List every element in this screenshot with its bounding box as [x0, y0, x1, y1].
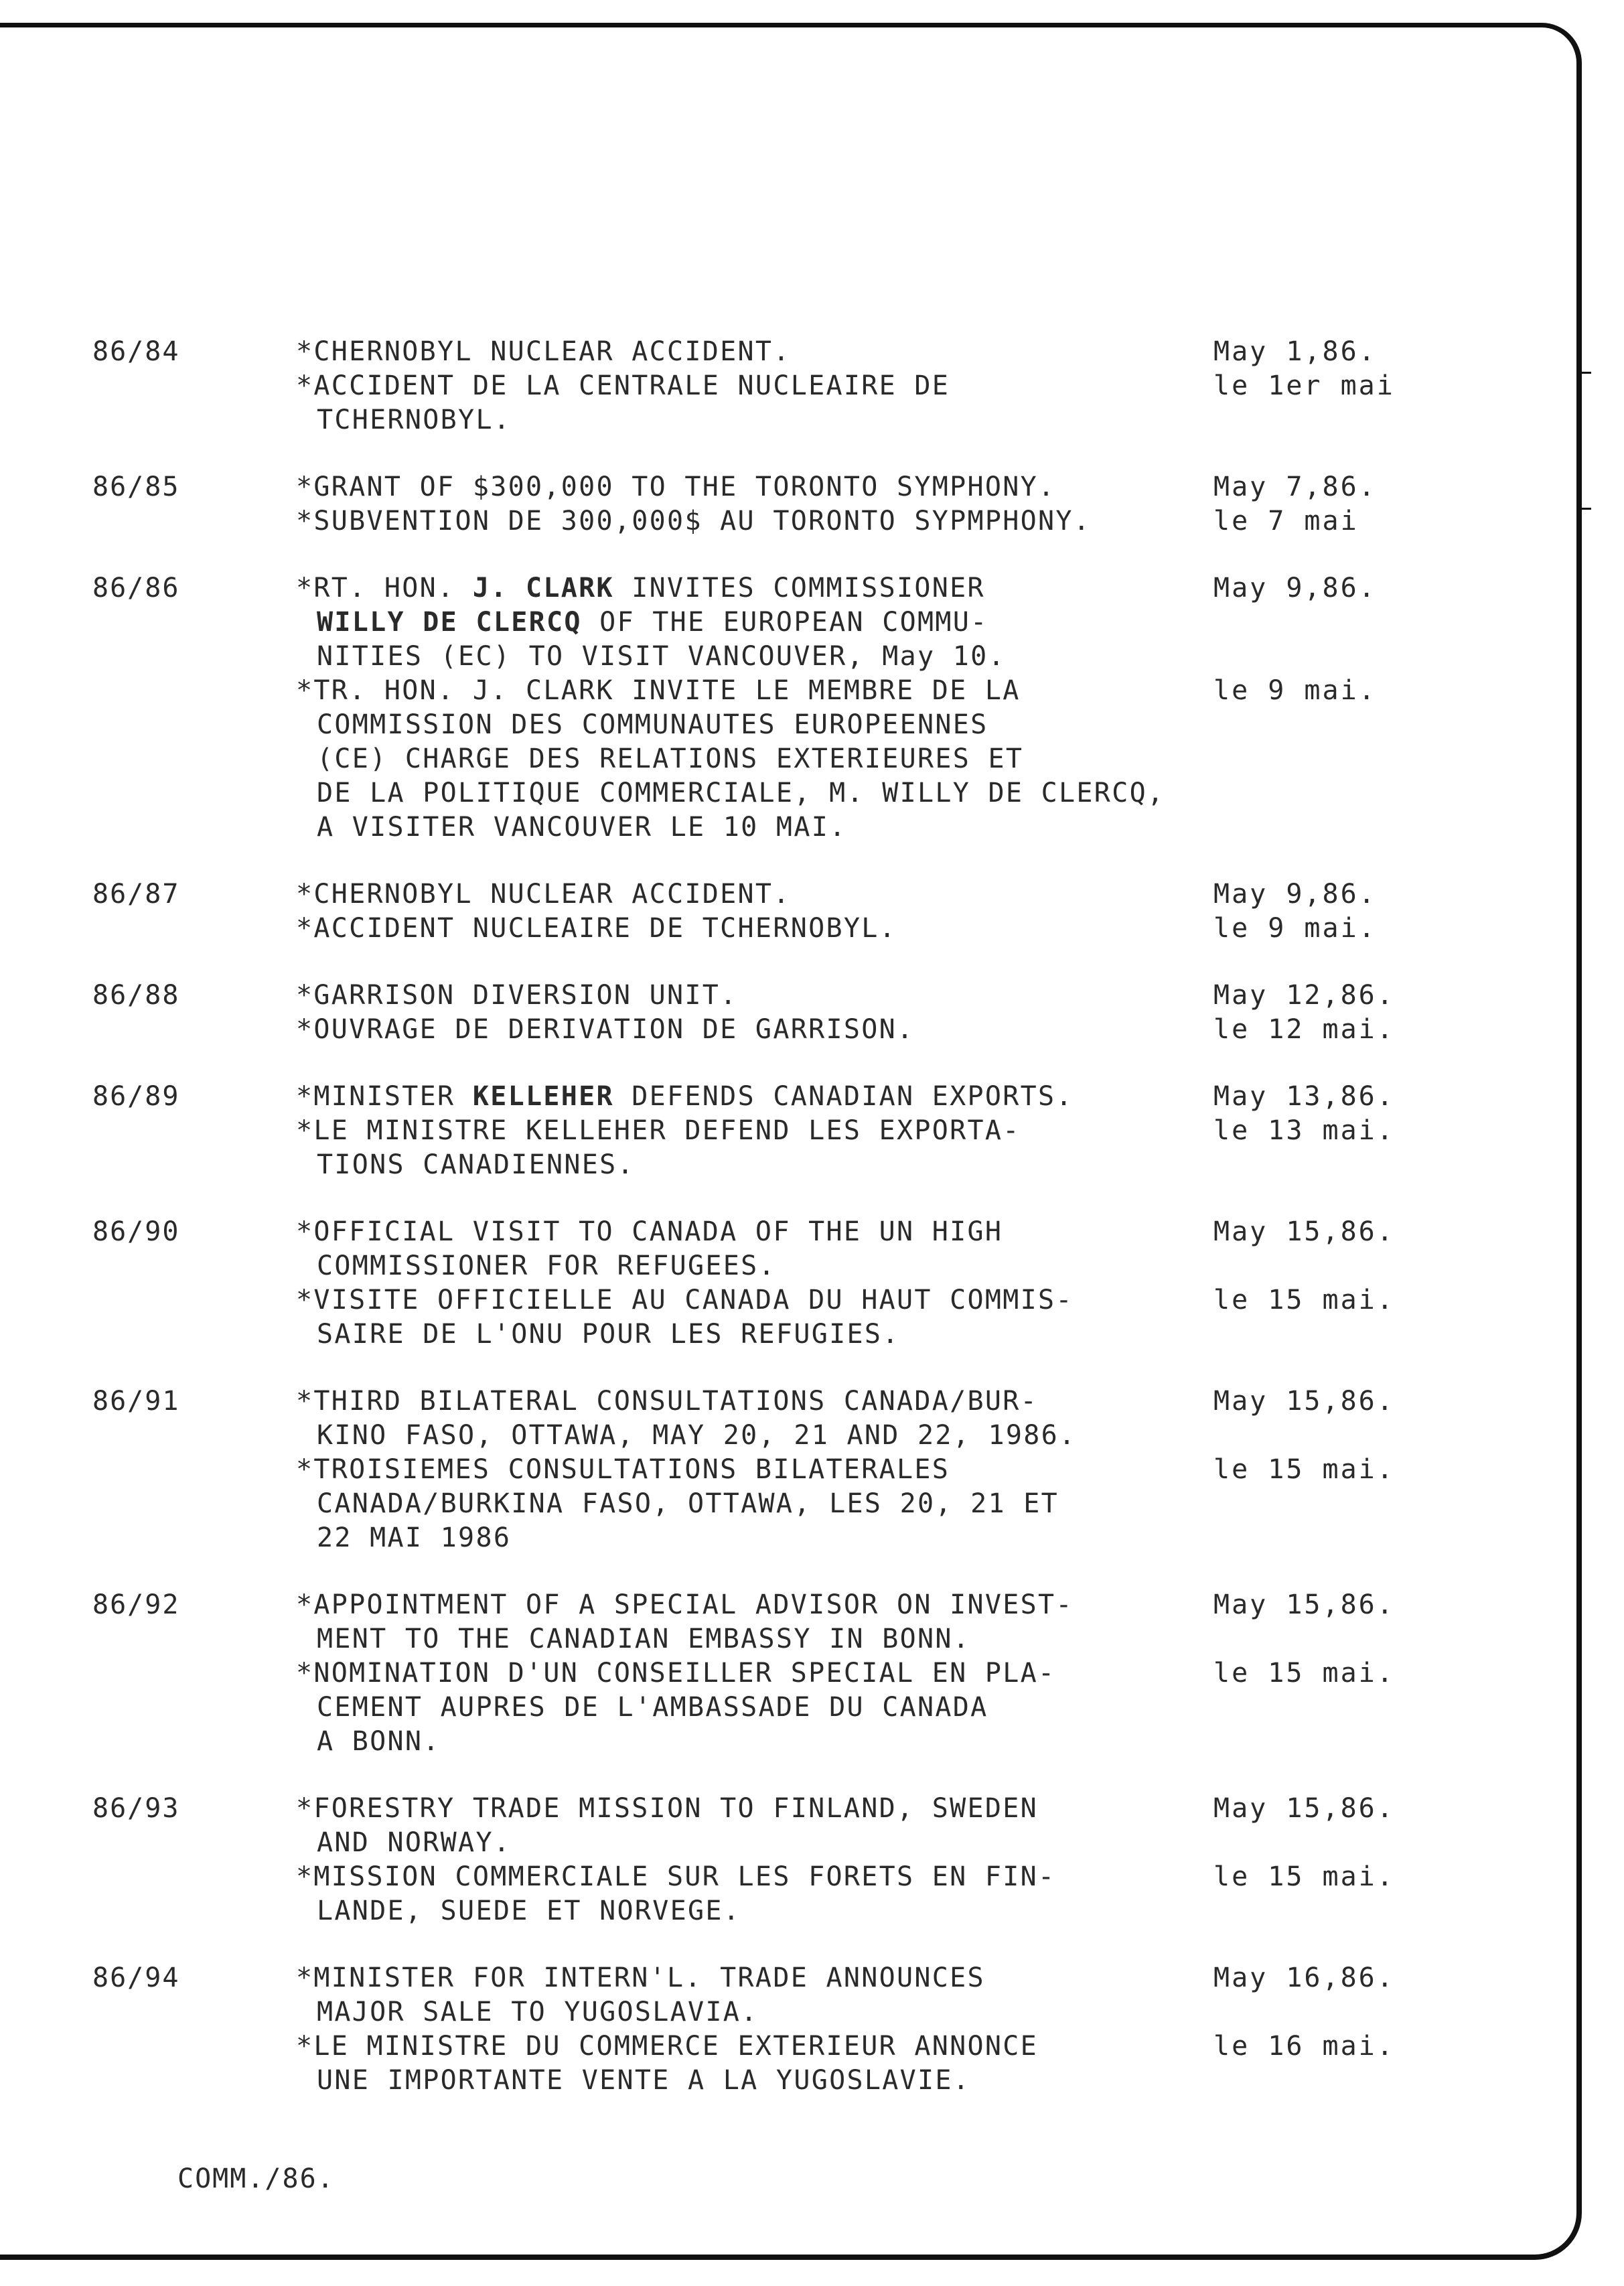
release-date-en: May 15,86.: [1213, 1589, 1395, 1620]
release-number: 86/88: [92, 980, 180, 1011]
title-text: [296, 470, 1055, 504]
release-number: 86/86: [92, 573, 180, 603]
title-text: [296, 979, 738, 1013]
release-number: 86/93: [92, 1793, 180, 1824]
title-text: [317, 1691, 988, 1725]
release-entry: [0, 1080, 1624, 1182]
french-title-block: [0, 1114, 1624, 1182]
release-entry: [0, 1215, 1624, 1352]
title-line: [0, 1961, 1624, 1995]
text-run: MAJOR SALE TO YUGOSLAVIA.: [317, 1997, 759, 2027]
bold-name: KELLEHER: [472, 1081, 614, 1112]
title-text: [317, 640, 1006, 674]
title-line: [0, 708, 1624, 742]
title-text: [317, 1317, 900, 1352]
text-run: *THIRD BILATERAL CONSULTATIONS CANADA/BUR-: [296, 1386, 1039, 1417]
release-date-en: May 1,86.: [1213, 336, 1377, 367]
text-run: TCHERNOBYL.: [317, 405, 512, 435]
title-line: [0, 810, 1624, 845]
title-text: [317, 1894, 741, 1928]
release-date-fr: le 13 mai.: [1213, 1115, 1395, 1146]
release-date-en: May 9,86.: [1213, 573, 1377, 603]
english-title-block: [0, 1080, 1624, 1114]
release-date-fr: le 7 mai: [1213, 506, 1359, 537]
title-text: [317, 1419, 1076, 1453]
bold-name: J. CLARK: [472, 573, 614, 603]
title-line: [0, 776, 1624, 810]
title-line: [0, 504, 1624, 539]
title-text: [296, 2029, 1038, 2064]
title-line: [0, 1656, 1624, 1691]
english-title-block: [0, 571, 1624, 674]
title-line: [0, 1588, 1624, 1622]
title-line: [0, 1148, 1624, 1182]
title-line: [0, 1792, 1624, 1826]
english-title-block: [0, 1215, 1624, 1283]
title-line: [0, 369, 1624, 403]
release-number: 86/89: [92, 1081, 180, 1112]
title-line: [0, 1419, 1624, 1453]
text-run: *MINISTER: [296, 1081, 473, 1112]
release-date-fr: le 12 mai.: [1213, 1014, 1395, 1045]
title-line: [0, 1622, 1624, 1656]
release-date-en: May 15,86.: [1213, 1793, 1395, 1824]
release-date-fr: le 9 mai.: [1213, 675, 1377, 706]
title-text: [296, 369, 950, 403]
text-run: COMMISSION DES COMMUNAUTES EUROPEENNES: [317, 709, 988, 740]
title-line: [0, 571, 1624, 605]
release-number: 86/84: [92, 336, 180, 367]
title-line: [0, 1013, 1624, 1047]
title-line: [0, 1521, 1624, 1555]
title-text: [317, 708, 988, 742]
title-text: [296, 1961, 985, 1995]
release-entry: [0, 1792, 1624, 1928]
title-text: [317, 1622, 970, 1656]
text-run: CANADA/BURKINA FASO, OTTAWA, LES 20, 21 ET: [317, 1488, 1059, 1519]
title-line: [0, 605, 1624, 640]
title-line: [0, 335, 1624, 369]
release-date-en: May 15,86.: [1213, 1386, 1395, 1417]
text-run: *SUBVENTION DE 300,000$ AU TORONTO SYPMPHONY.: [296, 506, 1092, 537]
title-line: [0, 2064, 1624, 2098]
text-run: KINO FASO, OTTAWA, MAY 20, 21 AND 22, 1986.: [317, 1420, 1077, 1451]
title-line: [0, 1725, 1624, 1759]
text-run: *OUVRAGE DE DERIVATION DE GARRISON.: [296, 1014, 915, 1045]
release-date-fr: le 9 mai.: [1213, 913, 1377, 944]
release-date-fr: le 15 mai.: [1213, 1861, 1395, 1892]
text-run: UNE IMPORTANTE VENTE A LA YUGOSLAVIE.: [317, 2065, 971, 2096]
release-entry: [0, 335, 1624, 437]
text-run: *LE MINISTRE DU COMMERCE EXTERIEUR ANNONCE: [296, 2031, 1039, 2062]
release-entry: [0, 1961, 1624, 2098]
title-text: [317, 1148, 635, 1182]
english-title-block: [0, 335, 1624, 369]
title-line: [0, 1215, 1624, 1249]
french-title-block: [0, 1453, 1624, 1555]
title-line: [0, 1317, 1624, 1352]
title-text: [296, 674, 1021, 708]
title-text: [296, 1283, 1074, 1317]
french-title-block: [0, 1860, 1624, 1928]
title-line: [0, 1080, 1624, 1114]
title-line: [0, 1860, 1624, 1894]
release-date-en: May 12,86.: [1213, 980, 1395, 1011]
text-run: INVITES COMMISSIONER: [613, 573, 985, 603]
title-text: [317, 1521, 511, 1555]
title-text: [317, 2064, 970, 2098]
text-run: DEFENDS CANADIAN EXPORTS.: [613, 1081, 1074, 1112]
title-text: [296, 335, 791, 369]
release-entry: [0, 470, 1624, 539]
title-text: [296, 1013, 914, 1047]
title-text: [296, 1215, 1003, 1249]
text-run: *LE MINISTRE KELLEHER DEFEND LES EXPORTA-: [296, 1115, 1021, 1146]
text-run: (CE) CHARGE DES RELATIONS EXTERIEURES ET: [317, 743, 1024, 774]
title-text: [296, 1384, 1038, 1419]
french-title-block: [0, 674, 1624, 845]
text-run: 22 MAI 1986: [317, 1522, 512, 1553]
title-line: [0, 1283, 1624, 1317]
text-run: *TROISIEMES CONSULTATIONS BILATERALES: [296, 1454, 950, 1485]
text-run: *MISSION COMMERCIALE SUR LES FORETS EN FIN-: [296, 1861, 1056, 1892]
release-number: 86/92: [92, 1589, 180, 1620]
release-date-en: May 16,86.: [1213, 1962, 1395, 1993]
release-date-fr: le 15 mai.: [1213, 1285, 1395, 1315]
english-title-block: [0, 1588, 1624, 1656]
text-run: AND NORWAY.: [317, 1827, 512, 1858]
text-run: *OFFICIAL VISIT TO CANADA OF THE UN HIGH: [296, 1216, 1003, 1247]
title-line: [0, 912, 1624, 946]
text-run: NITIES (EC) TO VISIT VANCOUVER, May 10.: [317, 641, 1006, 672]
text-run: SAIRE DE L'ONU POUR LES REFUGIES.: [317, 1319, 900, 1350]
release-entry: [0, 979, 1624, 1047]
french-title-block: [0, 912, 1624, 946]
french-title-block: [0, 1656, 1624, 1759]
title-line: [0, 1691, 1624, 1725]
title-text: [317, 742, 1023, 776]
text-run: *NOMINATION D'UN CONSEILLER SPECIAL EN PLA-: [296, 1658, 1056, 1689]
text-run: CEMENT AUPRES DE L'AMBASSADE DU CANADA: [317, 1692, 988, 1723]
english-title-block: [0, 979, 1624, 1013]
title-text: [317, 403, 511, 437]
text-run: OF THE EUROPEAN COMMU-: [581, 607, 988, 638]
title-line: [0, 403, 1624, 437]
text-run: *APPOINTMENT OF A SPECIAL ADVISOR ON INVEST-: [296, 1589, 1074, 1620]
text-run: *ACCIDENT NUCLEAIRE DE TCHERNOBYL.: [296, 913, 897, 944]
text-run: *CHERNOBYL NUCLEAR ACCIDENT.: [296, 336, 791, 367]
french-title-block: [0, 2029, 1624, 2098]
release-number: 86/94: [92, 1962, 180, 1993]
title-line: [0, 979, 1624, 1013]
title-line: [0, 1894, 1624, 1928]
text-run: MENT TO THE CANADIAN EMBASSY IN BONN.: [317, 1624, 971, 1654]
title-text: [296, 1080, 1074, 1114]
text-run: *TR. HON. J. CLARK INVITE LE MEMBRE DE LA: [296, 675, 1021, 706]
french-title-block: [0, 1013, 1624, 1047]
text-run: A BONN.: [317, 1726, 441, 1757]
english-title-block: [0, 1384, 1624, 1453]
text-run: *GRANT OF $300,000 TO THE TORONTO SYMPHONY.: [296, 472, 1056, 502]
title-line: [0, 2029, 1624, 2064]
title-text: [317, 1249, 776, 1283]
text-run: *CHERNOBYL NUCLEAR ACCIDENT.: [296, 879, 791, 910]
title-text: [296, 1860, 1055, 1894]
release-number: 86/91: [92, 1386, 180, 1417]
english-title-block: [0, 1792, 1624, 1860]
title-text: [317, 1487, 1059, 1521]
title-line: [0, 1384, 1624, 1419]
release-date-fr: le 15 mai.: [1213, 1454, 1395, 1485]
title-text: [296, 1588, 1074, 1622]
title-text: [317, 605, 988, 640]
text-run: *ACCIDENT DE LA CENTRALE NUCLEAIRE DE: [296, 370, 950, 401]
release-date-en: May 13,86.: [1213, 1081, 1395, 1112]
release-number: 86/85: [92, 472, 180, 502]
title-line: [0, 1487, 1624, 1521]
french-title-block: [0, 504, 1624, 539]
title-text: [296, 1453, 950, 1487]
title-line: [0, 742, 1624, 776]
text-run: *GARRISON DIVERSION UNIT.: [296, 980, 738, 1011]
english-title-block: [0, 877, 1624, 912]
french-title-block: [0, 1283, 1624, 1352]
title-text: [296, 1792, 1038, 1826]
release-entry: [0, 1384, 1624, 1555]
title-text: [296, 1114, 1021, 1148]
title-line: [0, 1249, 1624, 1283]
text-run: *RT. HON.: [296, 573, 473, 603]
title-text: [317, 1995, 759, 2029]
release-entry: [0, 571, 1624, 845]
title-text: [296, 571, 985, 605]
title-text: [296, 1656, 1055, 1691]
release-list: [0, 335, 1624, 2131]
release-entry: [0, 1588, 1624, 1759]
text-run: *VISITE OFFICIELLE AU CANADA DU HAUT COMMIS-: [296, 1285, 1074, 1315]
release-number: 86/87: [92, 879, 180, 910]
release-date-fr: le 1er mai: [1213, 370, 1395, 401]
release-date-en: May 7,86.: [1213, 472, 1377, 502]
title-line: [0, 1453, 1624, 1487]
title-line: [0, 470, 1624, 504]
release-entry: [0, 877, 1624, 946]
title-text: [317, 1725, 441, 1759]
french-title-block: [0, 369, 1624, 437]
footer-code: COMM./86.: [177, 2163, 335, 2194]
title-text: [296, 912, 897, 946]
title-text: [317, 810, 846, 845]
title-line: [0, 640, 1624, 674]
release-number: 86/90: [92, 1216, 180, 1247]
release-date-en: May 9,86.: [1213, 879, 1377, 910]
text-run: *MINISTER FOR INTERN'L. TRADE ANNOUNCES: [296, 1962, 985, 1993]
text-run: DE LA POLITIQUE COMMERCIALE, M. WILLY DE CLERCQ,: [317, 778, 1165, 808]
text-run: A VISITER VANCOUVER LE 10 MAI.: [317, 812, 847, 843]
text-run: COMMISSIONER FOR REFUGEES.: [317, 1251, 776, 1281]
release-date-fr: le 15 mai.: [1213, 1658, 1395, 1689]
release-date-en: May 15,86.: [1213, 1216, 1395, 1247]
title-text: [317, 1826, 511, 1860]
title-line: [0, 674, 1624, 708]
title-line: [0, 1826, 1624, 1860]
text-run: TIONS CANADIENNES.: [317, 1149, 635, 1180]
text-run: LANDE, SUEDE ET NORVEGE.: [317, 1896, 741, 1926]
title-line: [0, 877, 1624, 912]
title-line: [0, 1995, 1624, 2029]
title-text: [296, 877, 791, 912]
text-run: *FORESTRY TRADE MISSION TO FINLAND, SWEDEN: [296, 1793, 1039, 1824]
release-date-fr: le 16 mai.: [1213, 2031, 1395, 2062]
english-title-block: [0, 470, 1624, 504]
english-title-block: [0, 1961, 1624, 2029]
title-text: [317, 776, 1165, 810]
bold-name: WILLY DE CLERCQ: [317, 607, 582, 638]
title-text: [296, 504, 1091, 539]
title-line: [0, 1114, 1624, 1148]
